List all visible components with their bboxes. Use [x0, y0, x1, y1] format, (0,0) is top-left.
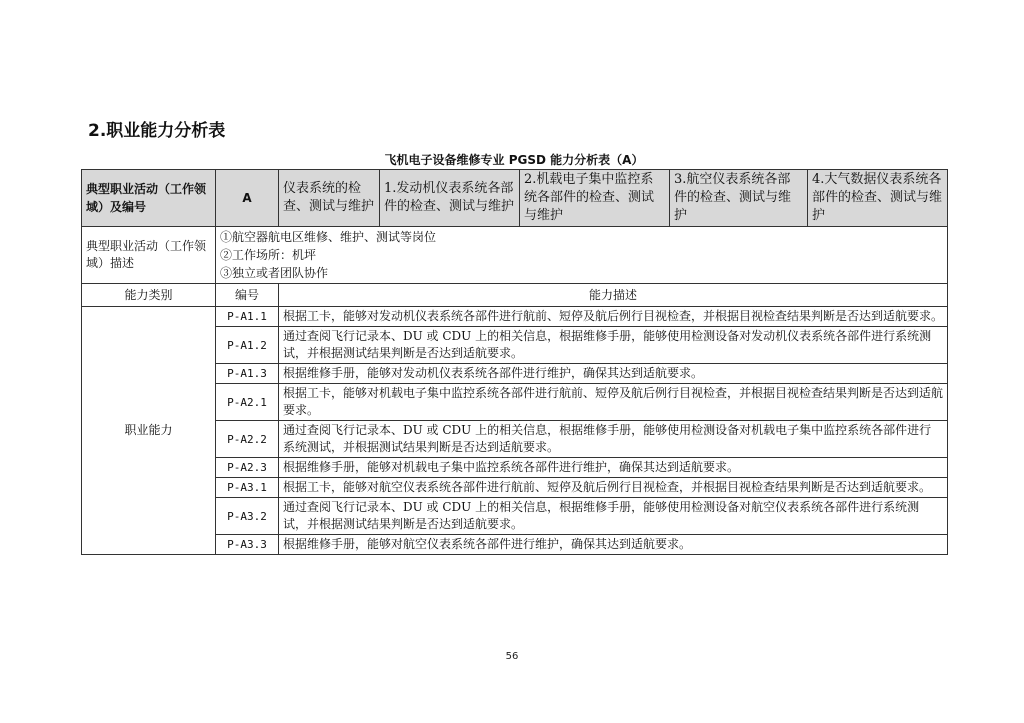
section-title: 2.职业能力分析表 [88, 121, 226, 141]
activity-item-cell: 2.机载电子集中监控系统各部件的检查、测试与维护 [520, 170, 670, 227]
table-caption: 飞机电子设备维修专业 PGSD 能力分析表（A） [384, 153, 644, 167]
capability-description: 根据维修手册，能够对航空仪表系统各部件进行维护，确保其达到适航要求。 [279, 535, 948, 555]
capability-description: 根据工卡，能够对航空仪表系统各部件进行航前、短停及航后例行目视检查，并根据目视检查结果判断是否达到适航要求。 [279, 478, 948, 498]
description-line: ③独立或者团队协作 [220, 266, 329, 280]
capability-description: 根据维修手册，能够对发动机仪表系统各部件进行维护，确保其达到适航要求。 [279, 364, 948, 384]
category-column-header: 能力类别 [82, 284, 216, 307]
code-column-header: 编号 [216, 284, 279, 307]
activity-item-cell: 1.发动机仪表系统各部件的检查、测试与维护 [380, 170, 520, 227]
activity-name-cell: 仪表系统的检查、测试与维护 [279, 170, 380, 227]
capability-code: P-A2.1 [216, 384, 279, 421]
activity-label-cell: 典型职业活动（工作领域）及编号 [82, 170, 216, 227]
page-number: 56 [505, 651, 519, 662]
capability-code: P-A1.3 [216, 364, 279, 384]
description-content-cell [216, 227, 948, 284]
table-row [82, 307, 948, 327]
capability-code: P-A2.2 [216, 421, 279, 458]
description-label-cell: 典型职业活动（工作领域）描述 [82, 227, 216, 284]
description-row [82, 227, 948, 284]
activity-item-cell: 3.航空仪表系统各部件的检查、测试与维护 [670, 170, 808, 227]
capability-table [81, 169, 948, 555]
capability-code: P-A1.2 [216, 327, 279, 364]
capability-code: P-A3.1 [216, 478, 279, 498]
category-cell: 职业能力 [82, 307, 216, 555]
table-header-row [82, 170, 948, 227]
capability-code: P-A3.2 [216, 498, 279, 535]
activity-code-cell: A [216, 170, 279, 227]
capability-description: 根据工卡，能够对发动机仪表系统各部件进行航前、短停及航后例行目视检查，并根据目视检查结果判断是否达到适航要求。 [279, 307, 948, 327]
capability-code: P-A3.3 [216, 535, 279, 555]
capability-code: P-A2.3 [216, 458, 279, 478]
capability-code: P-A1.1 [216, 307, 279, 327]
capability-description: 根据维修手册，能够对机载电子集中监控系统各部件进行维护，确保其达到适航要求。 [279, 458, 948, 478]
activity-item-cell: 4.大气数据仪表系统各部件的检查、测试与维护 [808, 170, 948, 227]
description-column-header: 能力描述 [279, 284, 948, 307]
capability-description: 通过查阅飞行记录本、DU 或 CDU 上的相关信息，根据维修手册，能够使用检测设备对航空仪表系统各部件进行系统测试，并根据测试结果判断是否达到适航要求。 [279, 498, 948, 535]
description-line: ①航空器航电区维修、维护、测试等岗位 [220, 230, 437, 244]
capability-description: 通过查阅飞行记录本、DU 或 CDU 上的相关信息，根据维修手册，能够使用检测设备对发动机仪表系统各部件进行系统测试，并根据测试结果判断是否达到适航要求。 [279, 327, 948, 364]
column-header-row [82, 284, 948, 307]
capability-description: 根据工卡，能够对机载电子集中监控系统各部件进行航前、短停及航后例行目视检查，并根据目视检查结果判断是否达到适航要求。 [279, 384, 948, 421]
description-line: ②工作场所：机坪 [220, 248, 317, 262]
capability-description: 通过查阅飞行记录本、DU 或 CDU 上的相关信息，根据维修手册，能够使用检测设备对机载电子集中监控系统各部件进行系统测试，并根据测试结果判断是否达到适航要求。 [279, 421, 948, 458]
